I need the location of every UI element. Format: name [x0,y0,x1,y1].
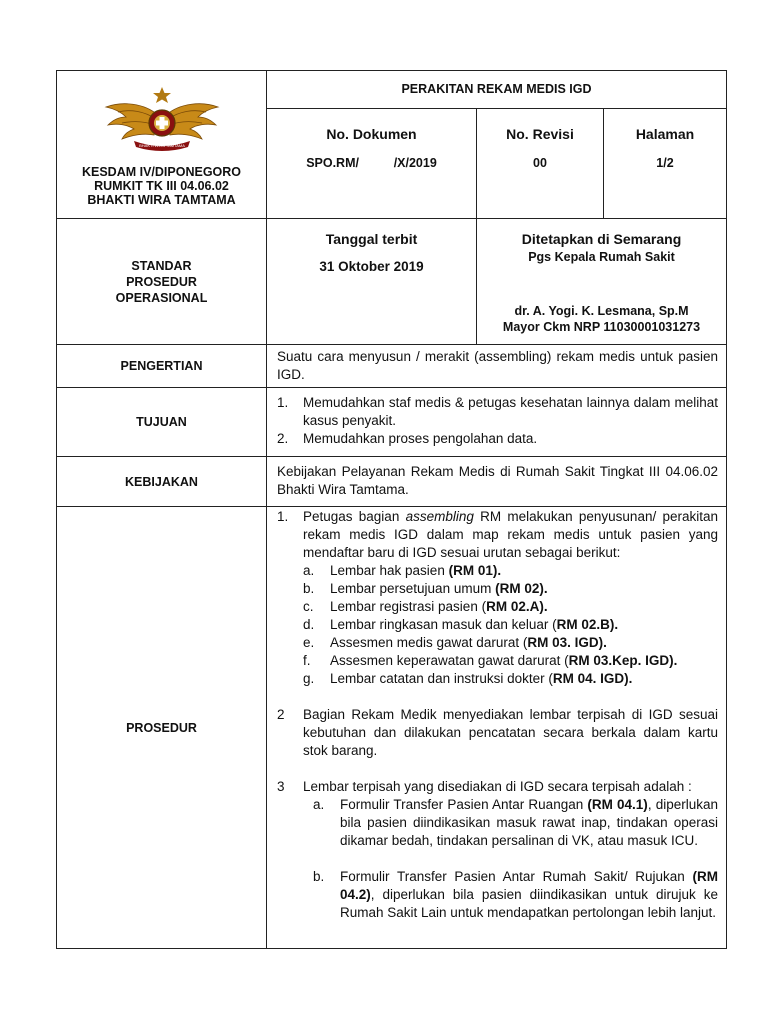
list-item: d. Lembar ringkasan masuk dan keluar (RM 02.B). [303,617,619,632]
list-item: g. Lembar catatan dan instruksi dokter (RM 04. IGD). [303,671,633,686]
approval-place: Ditetapkan di Semarang [521,231,682,247]
list-item: e. Assesmen medis gawat darurat (RM 03. IGD). [303,635,607,650]
list-item: a. Formulir Transfer Pasien Antar Ruangan (RM 04.1), diperlukan bila pasien diindikasikan masuk rawat inap, tindakan operasi dikamar bedah, tindakan persalinan di VK, atau masuk ICU. [313,797,719,848]
hospital-logo [100,85,224,151]
prosedur-step-1: 1. Petugas bagian assembling RM melakukan penyusunan/ perakitan rekam medis IGD dalam map rekam medis untuk pasien yang mendaftar baru di IGD sesuai urutan sebagai berikut: a. Lembar hak pasien (RM 01). b. Lembar persetujuan umum (RM 02). c. Lembar registrasi pasien (RM 02.A). d. Lembar ringkasan masuk dan keluar (RM 02.B). e. Assesmen medis gawat darurat (RM 03. IGD). f. Assesmen keperawatan gawat darurat (RM 03.Kep. IGD). g. Lembar catatan dan instruksi dokter (RM 04. IGD). [277,509,718,686]
signer-name: dr. A. Yogi. K. Lesmana, Sp.M [514,304,689,318]
revision-cell [477,109,604,219]
list-item: b. Lembar persetujuan umum (RM 02). [303,581,548,596]
list-item: c. Lembar registrasi pasien (RM 02.A). [303,599,548,614]
prosedur-step-2: 2 Bagian Rekam Medik menyediakan lembar terpisah di IGD sesuai kebutuhan dan dilakukan pencatatan secara berkala dalam kartu stok barang. [277,707,718,758]
prosedur-content [267,507,727,949]
list-item: 2. Memudahkan proses pengolahan data. [277,431,538,446]
doc-number-value: SPO.RM/ /X/2019 [306,156,437,170]
doc-number-cell [267,109,477,219]
list-item: b. Formulir Transfer Pasien Antar Rumah Sakit/ Rujukan (RM 04.2), diperlukan bila pasien diindikasikan untuk dirujuk ke Rumah Sakit Lain untuk mendapatkan pertolongan lebih lanjut. [313,869,718,920]
document-title: PERAKITAN REKAM MEDIS IGD [267,71,727,109]
issue-date-label: Tanggal terbit [325,231,418,247]
prosedur-step-3: 3 Lembar terpisah yang disediakan di IGD secara terpisah adalah : a. Formulir Transfer Pasien Antar Ruangan (RM 04.1), diperlukan bila pasien diindikasikan masuk rawat inap, tindakan operasi dikamar bedah, tindakan persalinan di VK, atau masuk ICU. b. Formulir Transfer Pasien Antar Rumah Sakit/ Rujukan (RM 04.2), diperlukan bila pasien diindikasikan untuk dirujuk ke Rumah Sakit Lain untuk mendapatkan pertolongan lebih lanjut. [277,779,719,920]
issue-date-cell [267,219,477,345]
tujuan-label: TUJUAN [57,388,267,457]
prosedur-label: PROSEDUR [57,507,267,949]
pengertian-text: Suatu cara menyusun / merakit (assembling) rekam medis untuk pasien IGD. [267,345,727,388]
revision-value: 00 [533,156,547,170]
list-item: a. Lembar hak pasien (RM 01). [303,563,502,578]
approval-position: Pgs Kepala Rumah Sakit [528,250,675,264]
list-item: 1. Memudahkan staf medis & petugas kesehatan lainnya dalam melihat kasus penyakit. [277,395,718,428]
page-cell [604,109,727,219]
kebijakan-label: KEBIJAKAN [57,457,267,507]
revision-label: No. Revisi [506,126,574,142]
pengertian-label: PENGERTIAN [57,345,267,388]
svg-text:BHAKTI WIRA TAMTAMA: BHAKTI WIRA TAMTAMA [138,143,185,148]
kebijakan-text: Kebijakan Pelayanan Rekam Medis di Rumah Sakit Tingkat III 04.06.02 Bhakti Wira Tamtama. [267,457,727,507]
tujuan-list [267,388,727,457]
signer-rank: Mayor Ckm NRP 11030001031273 [502,320,701,334]
list-item: f. Assesmen keperawatan gawat darurat (RM 03.Kep. IGD). [303,653,678,668]
issue-date-value: 31 Oktober 2019 [319,259,424,274]
sop-label: STANDAR PROSEDUR OPERASIONAL [57,219,267,345]
org-name: KESDAM IV/DIPONEGORO RUMKIT TK III 04.06.02 BHAKTI WIRA TAMTAMA [81,165,242,207]
sop-table [56,70,727,949]
approval-cell [477,219,727,345]
page-label: Halaman [635,126,695,142]
page-value: 1/2 [656,156,674,170]
header-org-cell [57,71,267,219]
doc-number-label: No. Dokumen [326,126,417,142]
